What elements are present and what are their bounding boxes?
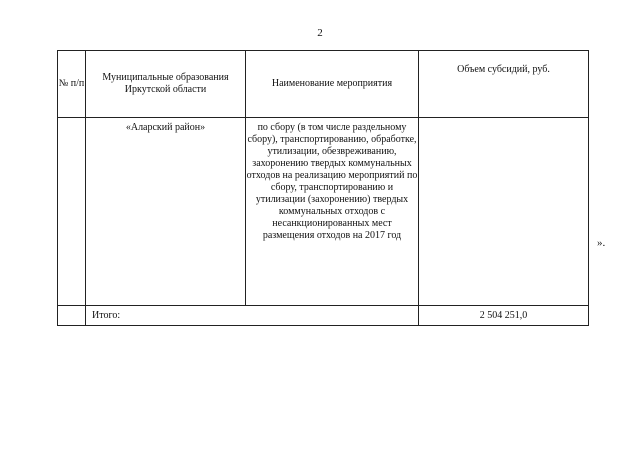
total-number-cell — [58, 306, 86, 326]
header-number: № п/п — [58, 51, 86, 118]
cell-amount — [419, 118, 589, 306]
table-header-row — [58, 51, 589, 118]
header-amount: Объем субсидий, руб. — [419, 51, 589, 118]
page-number: 2 — [317, 27, 323, 39]
subsidy-table — [57, 50, 589, 326]
table-row — [58, 118, 589, 306]
cell-number — [58, 118, 86, 306]
header-municipality: Муниципальные образования Иркутской области — [86, 51, 246, 118]
total-value: 2 504 251,0 — [419, 306, 589, 326]
total-label: Итого: — [86, 306, 419, 326]
total-row — [58, 306, 589, 326]
cell-activity: по сбору (в том числе раздельному сбору), транспортированию, обработке, утилизации, обезвреживанию, захоронению твердых коммунальных отходов на реализацию мероприятий по сбору, транспортированию и утилизации (захоронению) твердых коммунальных отходов с несанкционированных мест размещения отходов на 2017 год — [246, 118, 419, 306]
closing-quote: ». — [597, 237, 606, 249]
header-activity: Наименование мероприятия — [246, 51, 419, 118]
cell-municipality: «Аларский район» — [86, 118, 246, 306]
